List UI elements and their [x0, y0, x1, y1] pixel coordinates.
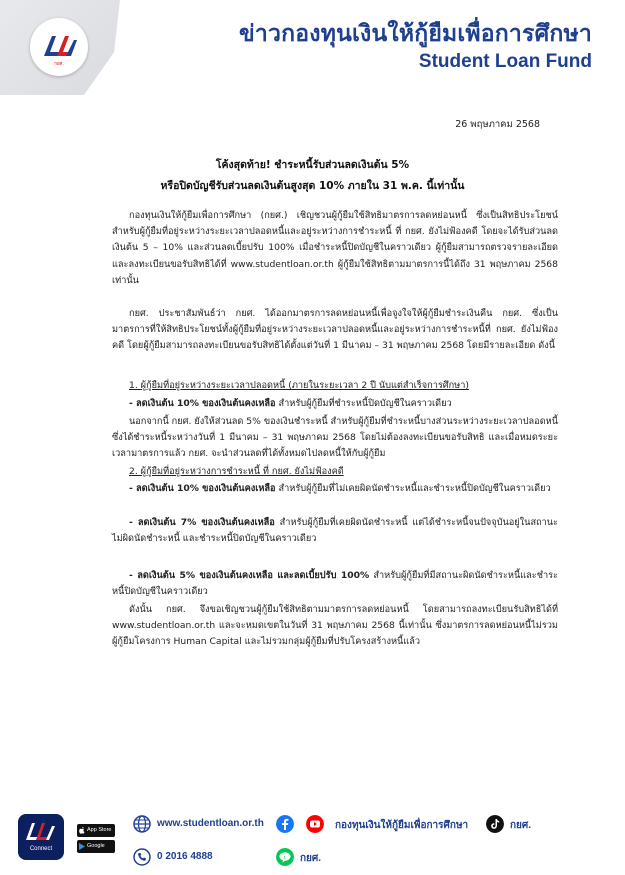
bullet-bold-text: - ลดเงินต้น 7% ของเงินต้นคงเหลือ	[129, 517, 275, 528]
app-store-label: App Store	[87, 827, 112, 833]
line-account[interactable]: กยศ.	[300, 853, 322, 864]
header-title-english: Student Loan Fund	[418, 51, 592, 72]
section-1-bullet-1	[112, 396, 558, 412]
connect-app-logo[interactable]	[18, 814, 64, 860]
headline-line-2: หรือปิดบัญชีรับส่วนลดเงินต้นสูงสุด 10% ภายใน 31 พ.ค. นี้เท่านั้น	[160, 180, 465, 192]
social-account-name[interactable]: กองทุนเงินให้กู้ยืมเพื่อการศึกษา	[335, 820, 469, 831]
paragraph-closing: ดังนั้น กยศ. จึงขอเชิญชวนผู้กู้ยืมใช้สิทธิตามมาตรการลดหย่อนหนี้ โดยสามารถลงทะเบียนรับสิทธิได้ที่ www.studentloan.or.th และจะหมดเขตในวันที่ 31 พฤษภาคม 2568 นี้เท่านั้น ซึ่งมาตรการลดหย่อนหนี้ไม่รวมผู้กู้ยืมโครงการ Human Capital และไม่รวมกลุ่มผู้กู้ยืมที่ปรับโครงสร้างหนี้แล้ว	[112, 604, 558, 648]
connect-label: Connect	[29, 846, 53, 852]
section-1-heading: 1. ผู้กู้ยืมที่อยู่ระหว่างระยะเวลาปลอดหนี้ (ภายในระยะเวลา 2 ปี นับแต่สำเร็จการศึกษา)	[129, 380, 469, 391]
bullet-text: สำหรับผู้กู้ยืมที่ไม่เคยผิดนัดชำระหนี้และชำระหนี้ปิดบัญชีในคราวเดียว	[275, 483, 551, 494]
google-play-label: Google Play	[87, 843, 105, 862]
bullet-bold-text: - ลดเงินต้น 10% ของเงินต้นคงเหลือ	[129, 398, 276, 409]
bullet-bold-text: - ลดเงินต้น 5% ของเงินต้นคงเหลือ และลดเบี้ยปรับ 100%	[129, 570, 370, 581]
section-2-bullet-2	[112, 515, 558, 547]
headline-line-1: โค้งสุดท้าย! ชำระหนี้รับส่วนลดเงินต้น 5%	[215, 159, 410, 171]
facebook-icon[interactable]	[276, 815, 294, 833]
google-play-badge[interactable]	[77, 840, 115, 862]
section-2-bullet-3	[112, 568, 558, 600]
section-2-bullet-1	[112, 481, 558, 497]
line-icon[interactable]	[276, 848, 294, 866]
app-store-badge[interactable]	[77, 824, 115, 837]
section-2-heading: 2. ผู้กู้ยืมที่อยู่ระหว่างการชำระหนี้ ที่ กยศ. ยังไม่ฟ้องคดี	[129, 466, 344, 477]
section-1-paragraph: นอกจากนี้ กยศ. ยังให้ส่วนลด 5% ของเงินชำระหนี้ สำหรับผู้กู้ยืมที่ชำระหนี้บางส่วนระหว่างระยะเวลาปลอดหนี้ ซึ่งได้ชำระหนี้ระหว่างวันที่ 1 มีนาคม – 31 พฤษภาคม 2568 โดยไม่ต้องลงทะเบียนขอรับสิทธิ และเมื่อหมดระยะเวลามาตรการแล้ว กยศ. จะนำส่วนลดที่ได้ทั้งหมดไปลดหนี้ให้กับผู้กู้ยืม	[112, 416, 558, 460]
slf-logo	[30, 18, 88, 76]
website-link[interactable]: www.studentloan.or.th	[157, 818, 264, 829]
paragraph-announcement: กยศ. ประชาสัมพันธ์ว่า กยศ. ได้ออกมาตรการลดหย่อนหนี้เพื่อจูงใจให้ผู้กู้ยืมชำระเงินคืน กยศ. ซึ่งเป็นมาตรการที่ให้สิทธิประโยชน์ทั้งผู้กู้ยืมที่อยู่ระหว่างระยะเวลาปลอดหนี้และอยู่ระหว่างการชำระหนี้ที่ กยศ. ยังไม่ฟ้องคดี โดยผู้กู้ยืมสามารถลงทะเบียนขอรับสิทธิได้ตั้งแต่วันที่ 1 มีนาคม – 31 พฤษภาคม 2568 โดยมีรายละเอียด ดังนี้	[112, 308, 558, 352]
footer	[0, 800, 625, 875]
phone-number[interactable]: 0 2016 4888	[157, 851, 213, 862]
phone-icon	[133, 848, 151, 866]
bullet-text: สำหรับผู้กู้ยืมที่เคยผิดนัดชำระหนี้ แต่ได้ชำระหนี้จนปัจจุบันอยู่ในสถานะไม่ผิดนัดชำระหนี้ และชำระหนี้ปิดบัญชีในคราวเดียว	[112, 517, 558, 545]
apple-icon	[79, 827, 85, 834]
google-play-icon	[79, 843, 85, 850]
bullet-text: สำหรับผู้กู้ยืมที่มีสถานะผิดนัดชำระหนี้และชำระหนี้ปิดบัญชีในคราวเดียว	[112, 570, 558, 598]
youtube-icon[interactable]	[306, 815, 324, 833]
bullet-text: สำหรับผู้กู้ยืมที่ชำระหนี้ปิดบัญชีในคราวเดียว	[275, 398, 452, 409]
svg-text:L: L	[283, 854, 287, 860]
publish-date: 26 พฤษภาคม 2568	[455, 119, 540, 130]
svg-text:กยศ.: กยศ.	[54, 62, 64, 67]
tiktok-icon[interactable]	[486, 815, 504, 833]
bullet-bold-text: - ลดเงินต้น 10% ของเงินต้นคงเหลือ	[129, 483, 276, 494]
header-title-thai: ข่าวกองทุนเงินให้กู้ยืมเพื่อการศึกษา	[238, 21, 592, 47]
tiktok-account[interactable]: กยศ.	[510, 820, 532, 831]
paragraph-intro: กองทุนเงินให้กู้ยืมเพื่อการศึกษา (กยศ.) เชิญชวนผู้กู้ยืมใช้สิทธิมาตรการลดหย่อนหนี้ ซึ่งเป็นสิทธิประโยชน์สำหรับผู้กู้ยืมที่อยู่ระหว่างระยะเวลาปลอดหนี้และอยู่ระหว่างการชำระหนี้ ที่ กยศ. ยังไม่ฟ้องคดี โดยจะได้รับส่วนลดเงินต้น 5 – 10% และส่วนลดเบี้ยปรับ 100% เมื่อชำระหนี้ปิดบัญชีในคราวเดียว ผู้กู้ยืมสามารถตรวจรายละเอียดและลงทะเบียนขอรับสิทธิได้ที่ www.studentloan.or.th ผู้กู้ยืมใช้สิทธิตามมาตรการนี้ได้ถึง 31 พฤษภาคม 2568 เท่านั้น	[112, 210, 558, 286]
globe-icon	[133, 815, 151, 833]
